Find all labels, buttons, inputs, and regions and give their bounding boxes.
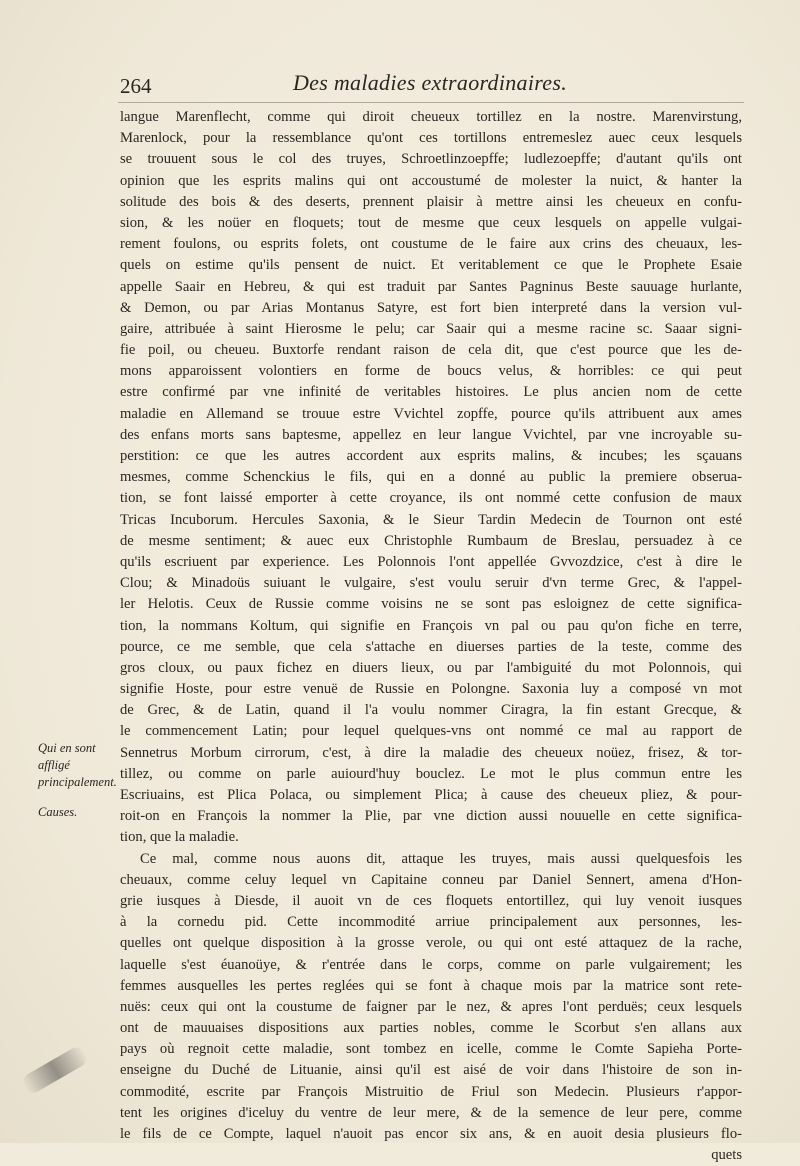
text-line: Marenlock, pour la ressemblance qu'ont ces tortillons entremeslez auec ceux lesquels xyxy=(120,130,742,147)
text-line: maladie en Allemand se trouue estre Vvichtel zopffe, pource qu'ils attribuent aux ames xyxy=(120,405,742,422)
text-line: le commencement Latin; pour lequel quelques-vns ont nommé ce mal au rapport de xyxy=(120,723,742,740)
text-line: ont de mauuaises dispositions aux parties nobles, comme le Scorbut s'en allans aux xyxy=(120,1020,742,1037)
text-line: à la cornedu pid. Cette incommodité arriue principalement aux personnes, les- xyxy=(120,914,742,931)
text-line: langue Marenflecht, comme qui diroit cheueux tortillez en la nostre. Marenvirstung, xyxy=(120,109,742,125)
margin-note-affliges: Qui en sont affligé principalement. xyxy=(38,741,117,789)
text-line: quelles ont quelque disposition à la grosse verole, ou qui ont esté attaquez de la rache, xyxy=(120,935,742,952)
text-line: solitude des bois & des deserts, prennent plaisir à mettre ainsi les cheueux en confu- xyxy=(120,193,742,210)
text-line: estre confirmé par vne infinité de veritables histoires. Le plus ancien nom de cette xyxy=(120,384,742,401)
text-line: cheuaux, comme celuy lequel vn Capitaine conneu par Daniel Sennert, amena d'Hon- xyxy=(120,871,742,888)
text-line: gaire, attribuée à saint Hierosme le pelu; car Saair qui a mesme racine sc. Saaar signi- xyxy=(120,320,742,337)
page-header xyxy=(120,70,740,104)
text-line: perstition: ce que les autres accordent aux esprits malins, & incubes; les sçauans xyxy=(120,448,742,464)
text-line: pays où regnoit cette maladie, sont tombez en icelle, comme le Comte Sapieha Porte- xyxy=(120,1041,742,1058)
running-title: Des maladies extraordinaires. xyxy=(292,70,568,95)
text-line: de mesme sentiment; & auec eux Christophle Rumbaum de Breslau, persuadez à ce xyxy=(120,532,742,549)
text-line: se trouuent sous le col des truyes, Schroetlinzoepffe; ludlezoepffe; d'autant qu'ils ont xyxy=(120,151,742,168)
text-line: commodité, escrite par François Mistruitio de Friul son Medecin. Plusieurs r'appor- xyxy=(120,1083,742,1100)
text-line: signifie Hoste, pour estre venuë de Russie en Polongne. Saxonia luy a composé vn mot xyxy=(120,681,742,698)
text-line: fie poil, ou cheueu. Buxtorfe rendant raison de cela dit, que c'est pource que les de- xyxy=(120,342,742,359)
text-line: tion, la nommans Koltum, qui signifie en François vn pal ou pau qu'on fiche en terre, xyxy=(120,617,742,634)
text-line: pource, ce me semble, que cela s'attache en diuerses parties de la teste, comme des xyxy=(120,638,742,655)
text-line: de Grec, & de Latin, quand il l'a voulu nommer Ciragra, la fin estant Grecque, & xyxy=(120,702,742,719)
text-line: gros cloux, ou paux fichez en diuers lieux, ou par l'ambiguité du mot Polonnois, qui xyxy=(120,659,742,676)
text-line: grie iusques à Diesde, il auoit vn de ces floquets entortillez, qui luy venoit iusques xyxy=(120,892,742,909)
text-line: Escriuains, est Plica Polaca, ou simplement Plica; à cause des cheueux pliez, & pour- xyxy=(120,787,742,803)
text-line: le fils de ce Compte, laquel n'auoit pas encor six ans, & en auoit desia plusieurs flo- xyxy=(120,1126,742,1142)
text-line: femmes ausquelles les pertes reglées qui se font à chaque mois par la matrice sont rete- xyxy=(120,977,742,994)
text-line: appelle Saair en Hebreu, & qui est traduit par Santes Pagninus Beste sauuage hurlante, xyxy=(120,278,742,295)
text-line: opinion que les esprits malins qui ont accoustumé de molester la nuict, & hanter la xyxy=(120,172,742,189)
text-line: tion, que la maladie. xyxy=(120,829,239,846)
text-line: Clou; & Minadoüs suiuant le vulgaire, s'est voulu seruir d'vn terme Grec, & l'appel- xyxy=(120,575,742,592)
text-line: mons apparoissent volontiers en forme de boucs velus, & horribles: ce qui peut xyxy=(120,363,742,380)
text-line: Sennetrus Morbum cirrorum, c'est, à dire la maladie des cheueux noüez, frisez, & tor- xyxy=(120,744,742,761)
text-line: Ce mal, comme nous auons dit, attaque les truyes, mais aussi quelquesfois les xyxy=(140,850,742,867)
text-line: qu'ils escriuent par experience. Les Polonnois l'ont appellée Gvvozdzice, c'est à dire le xyxy=(120,553,742,570)
text-line: ler Helotis. Ceux de Russie comme voisins ne se sont pas esloignez de cette significa- xyxy=(120,596,742,613)
text-line: roit-on en François la nommer la Plie, par vne diction aussi nouuelle en cette significa- xyxy=(120,808,742,825)
text-line: mesmes, comme Schenckius le fils, qui en a donné au public la premiere obserua- xyxy=(120,469,742,486)
text-line: nuës: ceux qui ont la coustume de faigner par le nez, & apres l'ont perduës; ceux lesquels xyxy=(120,998,742,1015)
body-text xyxy=(120,107,742,1166)
text-line: quels on estime qu'ils pensent de nuict. Et veritablement ce que le Prophete Esaie xyxy=(120,257,742,274)
text-line: laquelle s'est éuanoüye, & r'entrée dans le corps, comme on parle vulgairement; les xyxy=(120,956,742,973)
text-line: rement foulons, ou esprits folets, ont coustume de le faire aux crins des cheuaux, les- xyxy=(120,236,742,253)
text-line: Tricas Incuborum. Hercules Saxonia, & le Sieur Tardin Medecin de Tournon ont esté xyxy=(120,511,742,528)
text-line: sion, & les noüer en floquets; tout de mesme que ceux lesquels on appelle vulgai- xyxy=(120,214,742,231)
ink-smudge xyxy=(20,1044,91,1096)
text-line: tent les origines d'iceluy du ventre de leur mere, & de la semence de leur pere, comme xyxy=(120,1104,742,1121)
text-line: & Demon, ou par Arias Montanus Satyre, est fort bien interpreté dans la version vul- xyxy=(120,299,742,316)
page-number: 264 xyxy=(120,74,152,98)
margin-note-causes: Causes. xyxy=(38,805,78,819)
header-rule xyxy=(118,102,744,103)
text-line: tion, se font laissé emporter à cette croyance, ils ont nommé cette confusion de maux xyxy=(120,490,742,507)
text-line: enseigne du Duché de Lituanie, ainsi qu'il est aisé de voir dans l'histoire de son in- xyxy=(120,1062,742,1079)
text-line: des enfans morts sans baptesme, appellez en leur langue Vvichtel, par vne incroyable su- xyxy=(120,426,742,443)
text-line: tillez, ou comme on parle auiourd'huy bouclez. Le mot le plus commun entre les xyxy=(120,765,742,782)
catchword: quets xyxy=(711,1147,742,1164)
